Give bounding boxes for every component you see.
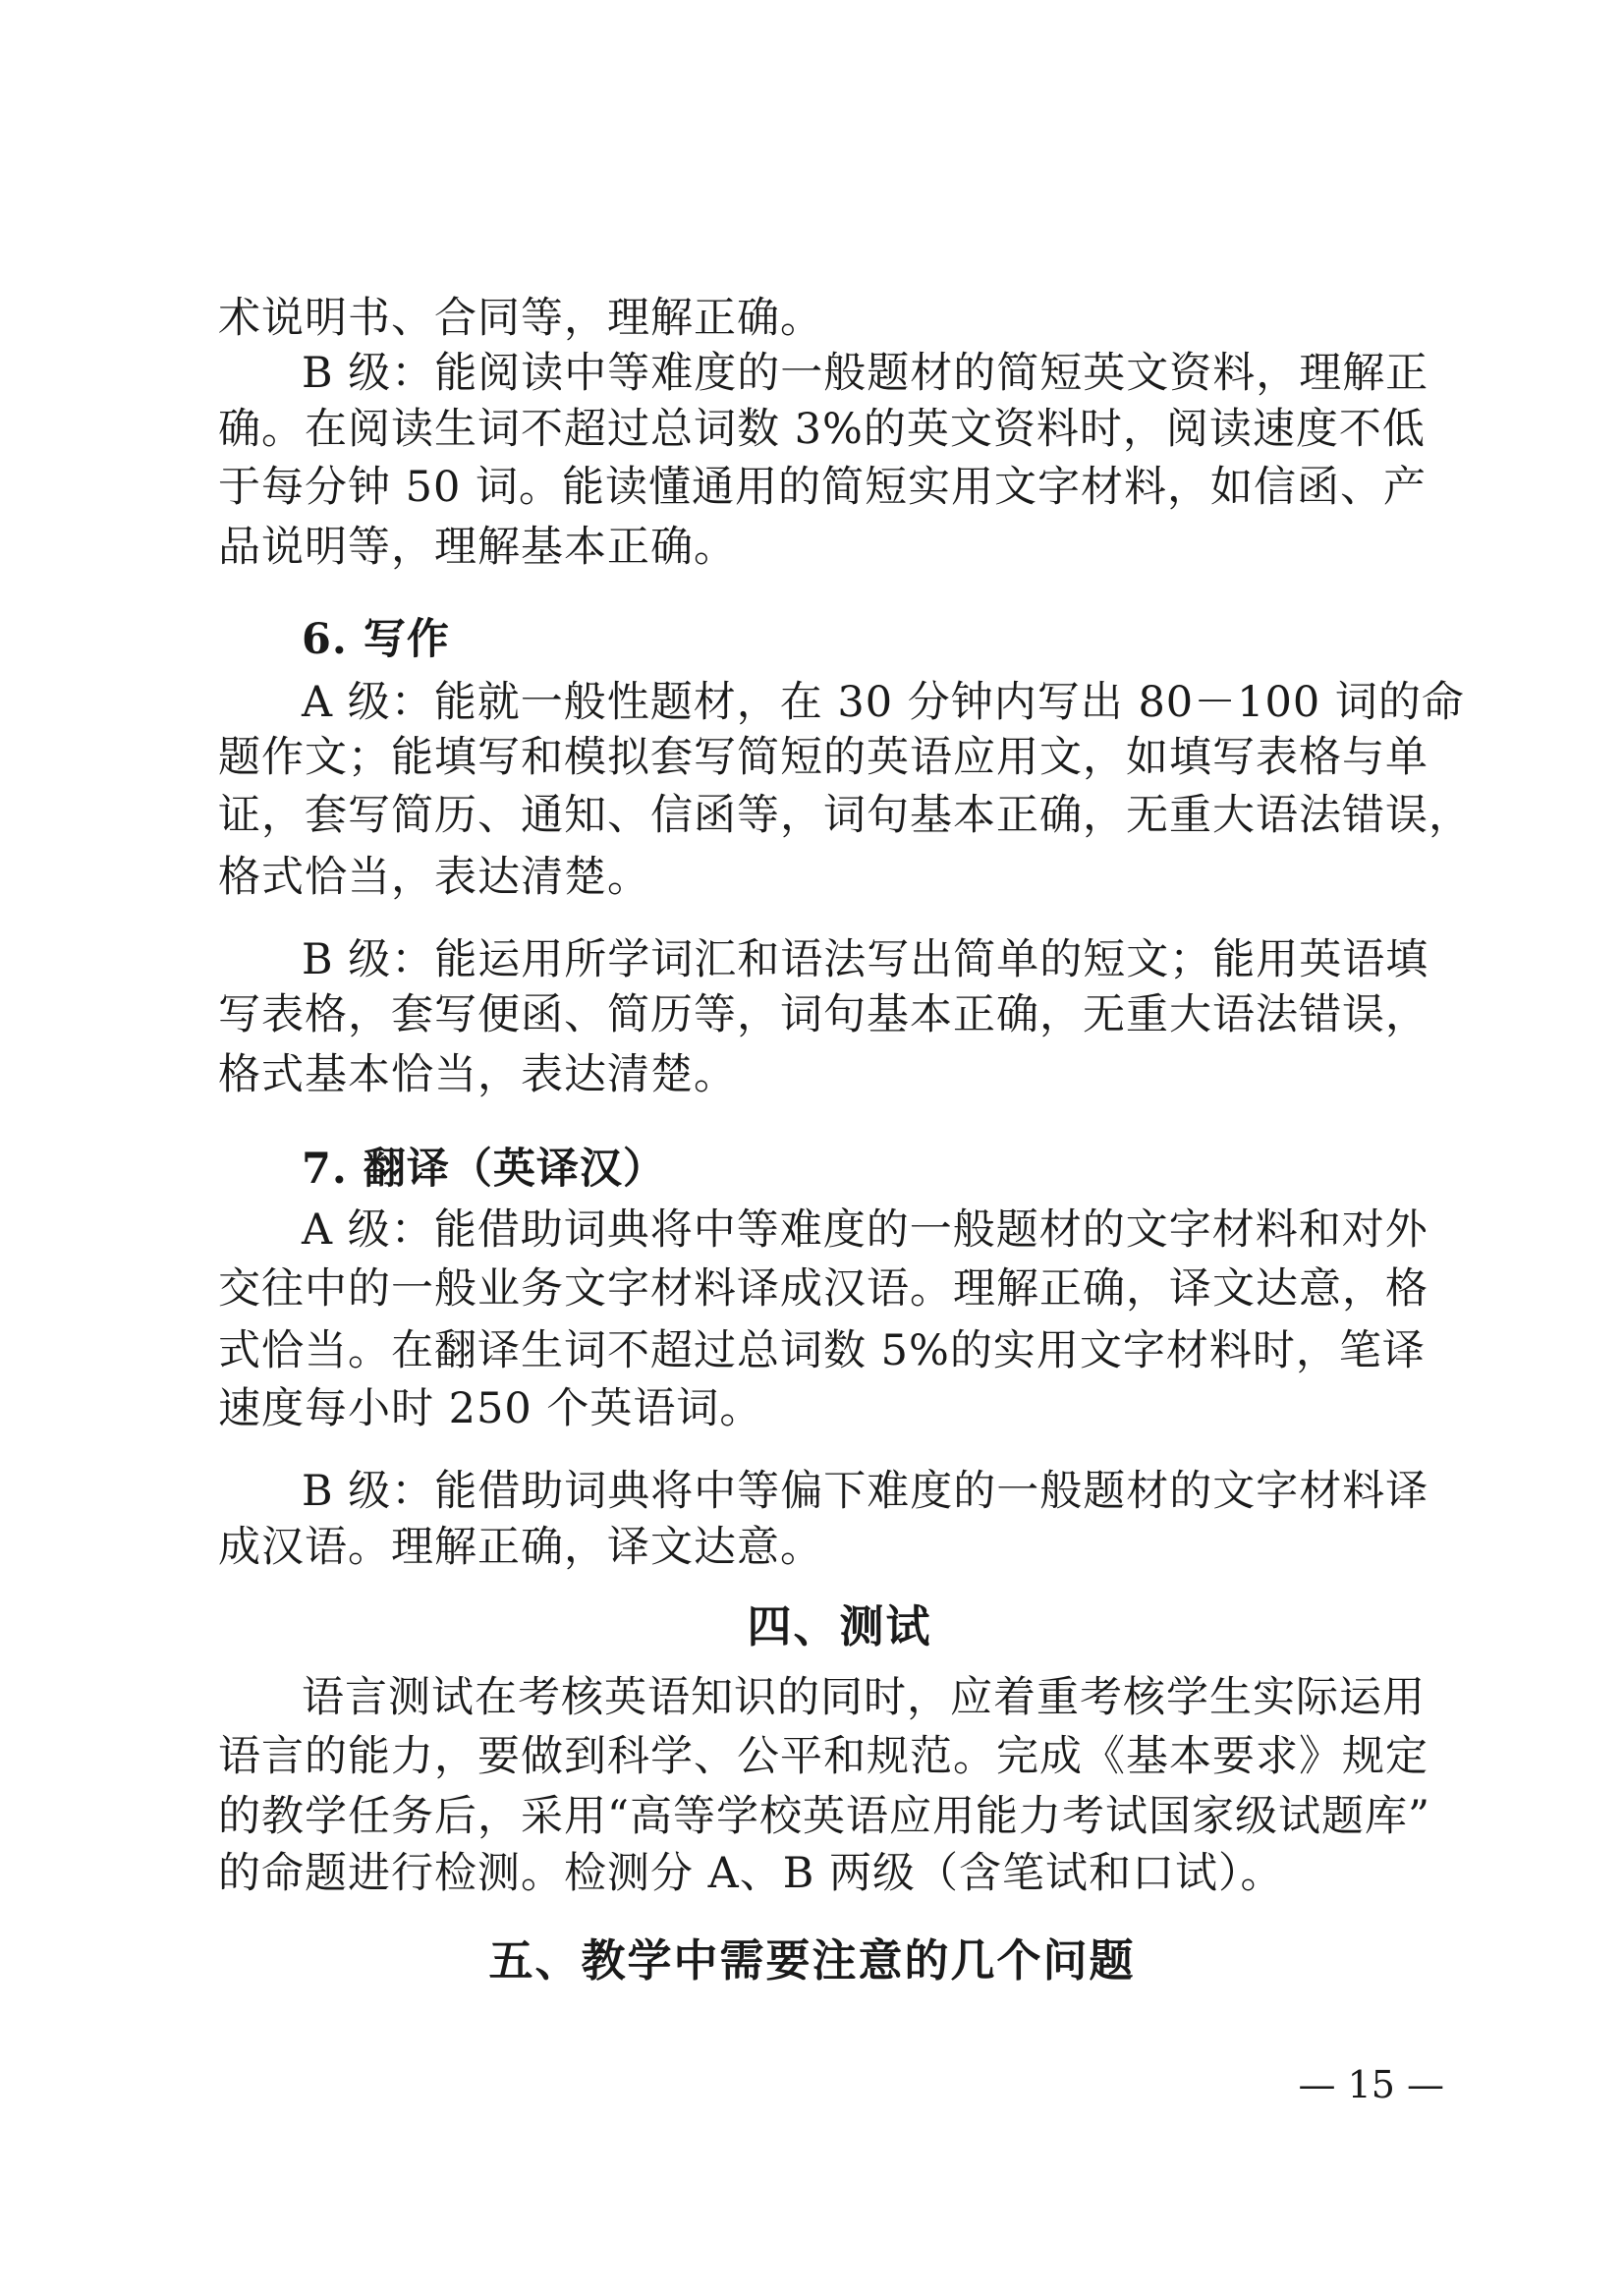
paragraph-line: 题作文；能填写和模拟套写简短的英语应用文，如填写表格与单	[218, 733, 1428, 782]
paragraph-line: 术说明书、合同等，理解正确。	[218, 294, 823, 343]
paragraph-line: 语言测试在考核英语知识的同时，应着重考核学生实际运用	[302, 1673, 1426, 1722]
paragraph-line: 确。在阅读生词不超过总词数 3%的英文资料时，阅读速度不低	[218, 405, 1426, 454]
paragraph-line: 交往中的一般业务文字材料译成汉语。理解正确，译文达意，格	[218, 1264, 1428, 1314]
paragraph-line: 的命题进行检测。检测分 A、B 两级（含笔试和口试）。	[218, 1849, 1284, 1898]
paragraph-line: 速度每小时 250 个英语词。	[218, 1384, 763, 1433]
paragraph-line: B 级：能借助词典将中等偏下难度的一般题材的文字材料译	[302, 1467, 1429, 1516]
paragraph-line: 格式基本恰当，表达清楚。	[218, 1050, 737, 1099]
paragraph-line: 写表格，套写便函、简历等，词句基本正确，无重大语法错误，	[218, 990, 1428, 1039]
paragraph-line: 品说明等，理解基本正确。	[218, 523, 737, 572]
paragraph-line: 语言的能力，要做到科学、公平和规范。完成《基本要求》规定	[218, 1732, 1428, 1781]
chapter-heading: 五、教学中需要注意的几个问题	[488, 1934, 1136, 1987]
page-number: — 15 —	[1298, 2063, 1444, 2106]
paragraph-line: 证，套写简历、通知、信函等，词句基本正确，无重大语法错误，	[218, 791, 1472, 840]
paragraph-line: 成汉语。理解正确，译文达意。	[218, 1523, 823, 1572]
paragraph-line: 式恰当。在翻译生词不超过总词数 5%的实用文字材料时，笔译	[218, 1326, 1426, 1375]
chapter-heading: 四、测试	[747, 1600, 932, 1652]
paragraph-line: A 级：能就一般性题材，在 30 分钟内写出 80－100 词的命	[302, 678, 1465, 727]
paragraph-line: B 级：能阅读中等难度的一般题材的简短英文资料，理解正	[302, 349, 1429, 398]
paragraph-line: 格式恰当，表达清楚。	[218, 853, 650, 902]
paragraph-line: 的教学任务后，采用“高等学校英语应用能力考试国家级试题库”	[218, 1792, 1430, 1841]
paragraph-line: A 级：能借助词典将中等难度的一般题材的文字材料和对外	[302, 1205, 1428, 1255]
section-heading: 6. 写作	[302, 615, 450, 664]
paragraph-line: 于每分钟 50 词。能读懂通用的简短实用文字材料，如信函、产	[218, 463, 1428, 512]
paragraph-line: B 级：能运用所学词汇和语法写出简单的短文；能用英语填	[302, 935, 1429, 984]
section-heading: 7. 翻译（英译汉）	[302, 1145, 666, 1194]
